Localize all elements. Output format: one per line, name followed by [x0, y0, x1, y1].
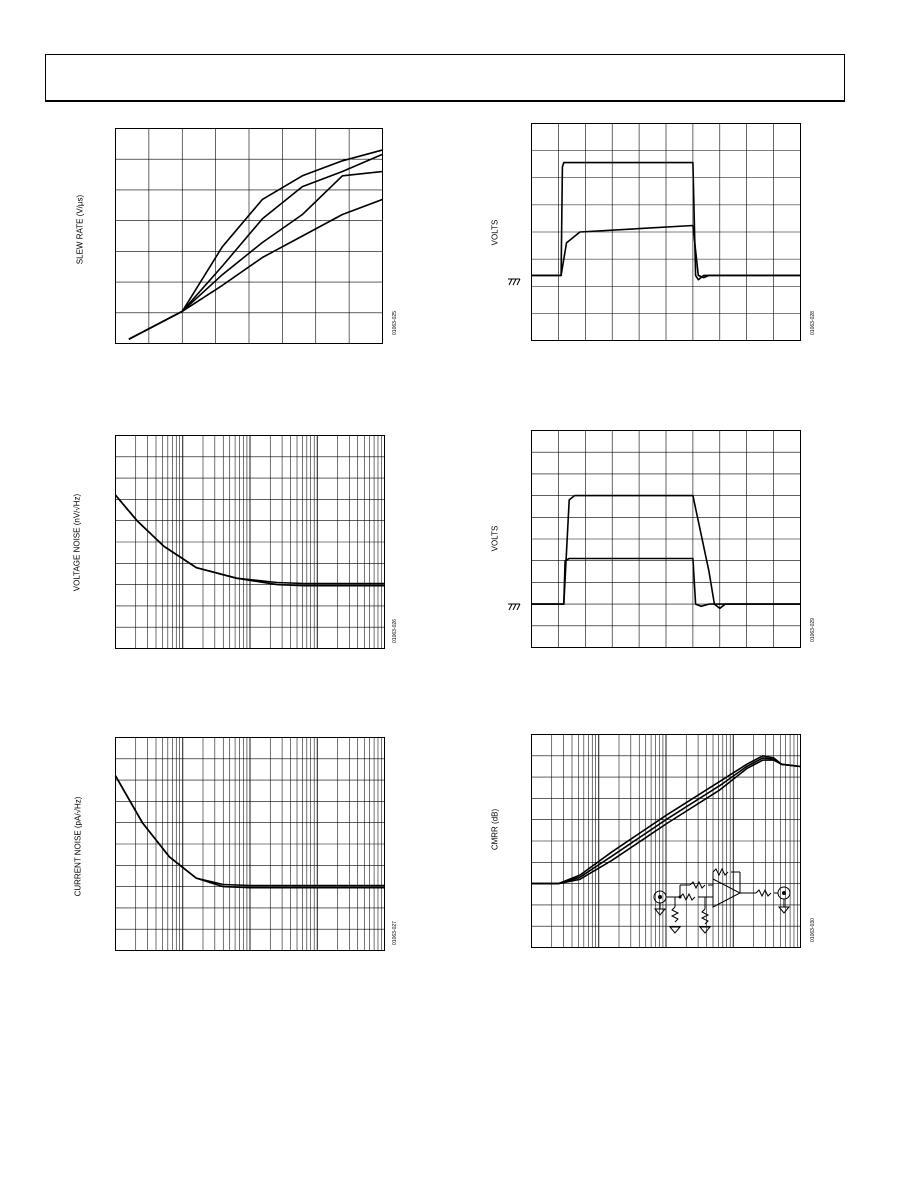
chart-svg	[115, 435, 385, 649]
figure-id: 01063-027	[392, 921, 398, 945]
test-circuit-schematic	[650, 867, 795, 942]
y-axis-label: SLEW RATE (V/µs)	[75, 194, 85, 265]
ground-icon	[508, 275, 524, 287]
chart-svg	[531, 430, 801, 648]
figure-id: 01063-029	[810, 618, 816, 642]
chart-pulse-response-1	[490, 115, 820, 355]
series-line-2	[129, 154, 383, 339]
y-axis-label: VOLTS	[490, 219, 500, 246]
chart-current-noise	[70, 730, 410, 970]
y-axis-label: CURRENT NOISE (pA/√Hz)	[73, 796, 83, 897]
chart-slew-rate	[70, 120, 410, 360]
chart-pulse-response-2	[490, 422, 820, 662]
chart-svg	[115, 128, 383, 344]
figure-id: 01063-028	[810, 311, 816, 335]
ground-icon	[508, 600, 524, 612]
y-axis-label: VOLTS	[490, 525, 500, 552]
series-line-1	[129, 150, 383, 339]
figure-id: 01063-025	[392, 311, 398, 335]
page-header-box	[45, 54, 845, 102]
chart-svg	[115, 737, 385, 951]
series-line-3	[129, 172, 383, 340]
chart-voltage-noise	[70, 428, 410, 668]
y-axis-label: CMRR (dB)	[490, 808, 500, 851]
figure-id: 01063-030	[810, 918, 816, 942]
y-axis-label: VOLTAGE NOISE (nV/√Hz)	[72, 493, 82, 592]
figure-id: 01063-026	[392, 619, 398, 643]
chart-cmrr	[490, 727, 820, 967]
chart-svg	[531, 123, 801, 341]
